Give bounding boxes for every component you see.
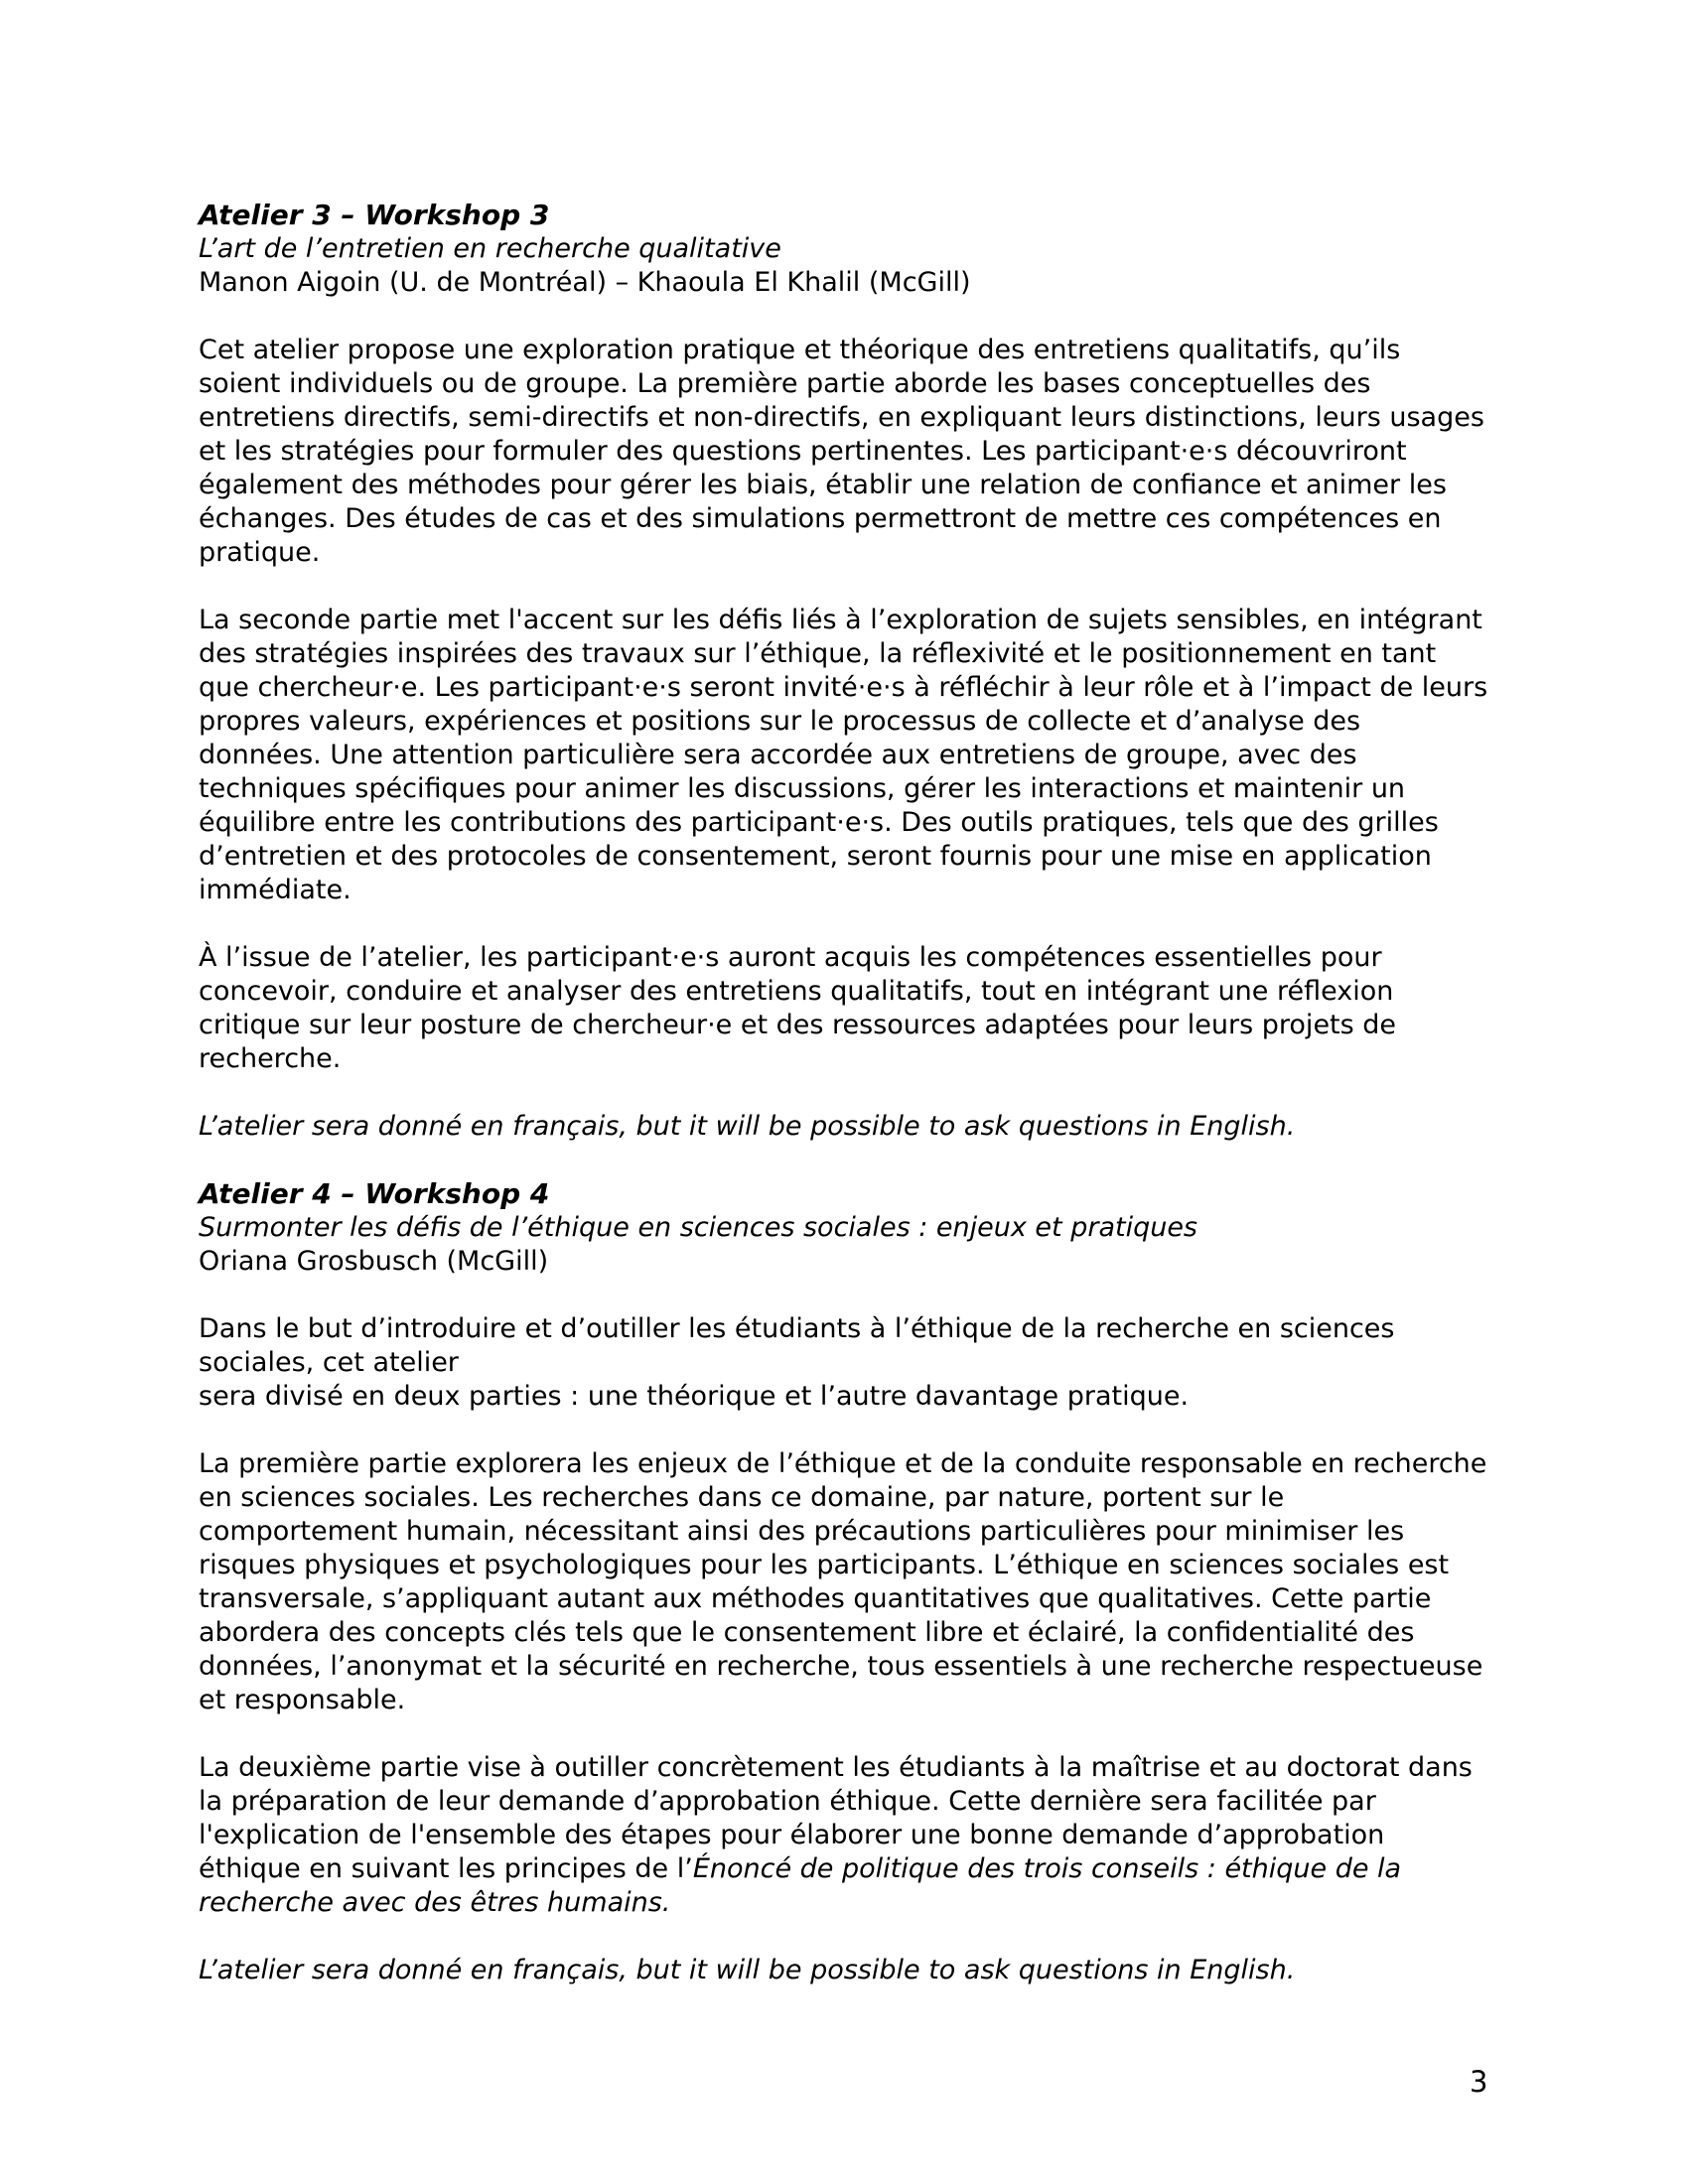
workshop-3-section — [199, 199, 1489, 1177]
workshop-4-intro-line-1: Dans le but d’introduire et d’outiller les étudiants à l’éthique de la recherche en sciences sociales, cet atelier — [199, 1313, 1395, 1378]
page-body — [199, 199, 1489, 1987]
workshop-3-paragraph-2: La seconde partie met l'accent sur les défis liés à l’exploration de sujets sensibles, en intégrant des stratégies inspirées des travaux sur l’éthique, la réflexivité et le positionnement en tant que chercheur·e. Les participant·e·s seront invité·e·s à réfléchir à leur rôle et à l’impact de leurs propres valeurs, expériences et positions sur le processus de collecte et d’analyse des données. Une attention particulière sera accordée aux entretiens de groupe, avec des techniques spécifiques pour animer les discussions, gérer les interactions et maintenir un équilibre entre les contributions des participant·e·s. Des outils pratiques, tels que des grilles d’entretien et des protocoles de consentement, seront fournis pour une mise en application immédiate. — [199, 605, 1488, 905]
workshop-3-title: Atelier 3 – Workshop 3 — [199, 199, 550, 231]
workshop-4-paragraph-3 — [199, 1751, 1489, 1920]
workshop-3-language-note: L’atelier sera donné en français, but it will be possible to ask questions in English. — [199, 1111, 1296, 1142]
workshop-4-title: Atelier 4 – Workshop 4 — [199, 1177, 550, 1210]
workshop-4-paragraph-2: La première partie explorera les enjeux de l’éthique et de la conduite responsable en recherche en sciences sociales. Les recherches dans ce domaine, par nature, portent sur le comportement humain, nécessitant ainsi des précautions particulières pour minimiser les risques physiques et psychologiques pour les participants. L’éthique en sciences sociales est transversale, s’appliquant autant aux méthodes quantitatives que qualitatives. Cette partie abordera des concepts clés tels que le consentement libre et éclairé, la confidentialité des données, l’anonymat et la sécurité en recherche, tous essentiels à une recherche respectueuse et responsable. — [199, 1448, 1487, 1715]
workshop-3-paragraph-1: Cet atelier propose une exploration pratique et théorique des entretiens qualitatifs, qu’ils soient individuels ou de groupe. La première partie aborde les bases conceptuelles des entretiens directifs, semi-directifs et non-directifs, en expliquant leurs distinctions, leurs usages et les stratégies pour formuler des questions pertinentes. Les participant·e·s découvriront également des méthodes pour gérer les biais, établir une relation de confiance et animer les échanges. Des études de cas et des simulations permettront de mettre ces compétences en pratique. — [199, 335, 1484, 568]
workshop-4-section — [199, 1177, 1489, 1987]
workshop-3-subtitle: L’art de l’entretien en recherche qualitative — [199, 233, 781, 264]
workshop-4-paragraph-3-text: La deuxième partie vise à outiller concrètement les étudiants à la maîtrise et au doctorat dans la préparation de leur demande d’approbation éthique. Cette dernière sera facilitée par l'explication de l'ensemble des étapes pour élaborer une bonne demande d’approbation éthique en suivant les principes de l’ — [199, 1752, 1473, 1884]
workshop-3-paragraph-3: À l’issue de l’atelier, les participant·e·s auront acquis les compétences essentielles pour concevoir, conduire et analyser des entretiens qualitatifs, tout en intégrant une réflexion critique sur leur posture de chercheur·e et des ressources adaptées pour leurs projets de recherche. — [199, 942, 1397, 1074]
page-number: 3 — [1470, 2065, 1488, 2099]
workshop-4-language-note: L’atelier sera donné en français, but it will be possible to ask questions in English. — [199, 1955, 1296, 1985]
workshop-4-policy-title: Énoncé de politique des trois conseils : éthique de la recherche avec des êtres humains. — [199, 1853, 1402, 1918]
workshop-4-subtitle: Surmonter les défis de l’éthique en sciences sociales : enjeux et pratiques — [199, 1212, 1198, 1243]
workshop-4-presenters: Oriana Grosbusch (McGill) — [199, 1246, 549, 1277]
workshop-4-intro-line-2: sera divisé en deux parties : une théorique et l’autre davantage pratique. — [199, 1381, 1190, 1412]
workshop-3-presenters: Manon Aigoin (U. de Montréal) – Khaoula El Khalil (McGill) — [199, 267, 971, 298]
